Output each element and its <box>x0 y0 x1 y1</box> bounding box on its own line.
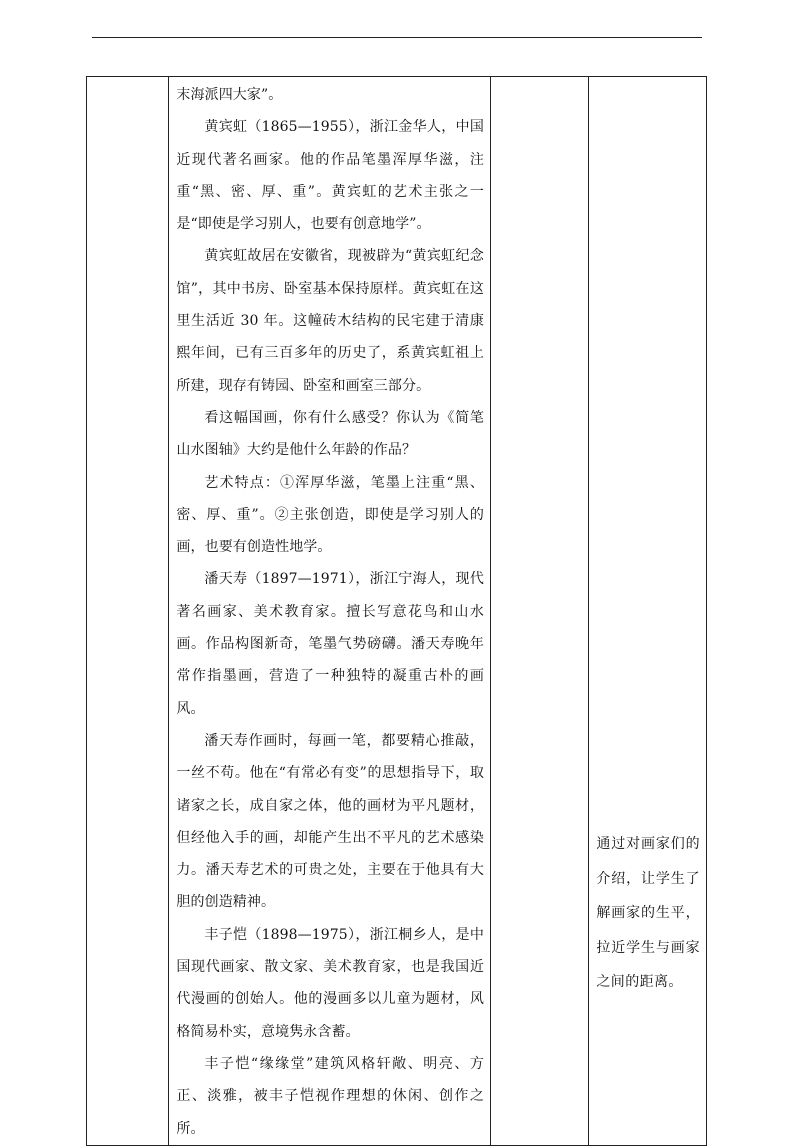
student-activity-cell <box>490 77 588 1146</box>
paragraph: 黄宾虹故居在安徽省，现被辟为“黄宾虹纪念馆”，其中书房、卧室基本保持原样。黄宾虹在这里生活近 30 年。这幢砖木结构的民宅建于清康熙年间，已有三百多年的历史了，系黄宾虹祖上所建，现存有铸园、卧室和画室三部分。 <box>176 248 484 394</box>
stage-cell <box>87 77 169 1146</box>
paragraph: 丰子恺（1898—1975），浙江桐乡人，是中国现代画家、散文家、美术教育家，也是我国近代漫画的创始人。他的漫画多以儿童为题材，风格简易朴实，意境隽永含蓄。 <box>176 926 484 1040</box>
paragraph: 艺术特点：①浑厚华滋，笔墨上注重“黑、密、厚、重”。②主张创造，即使是学习别人的画，也要有创造性地学。 <box>176 474 484 556</box>
design-intent-cell <box>589 77 707 1146</box>
paragraph: 看这幅国画，你有什么感受？你认为《简笔山水图轴》大约是他什么年龄的作品？ <box>176 409 484 459</box>
paragraph: 末海派四大家”。 <box>176 87 283 103</box>
paragraph: 黄宾虹（1865—1955），浙江金华人，中国近现代著名画家。他的作品笔墨浑厚华滋，注重“黑、密、厚、重”。黄宾虹的艺术主张之一是“即使是学习别人，也要有创意地学”。 <box>176 119 484 233</box>
content-cell <box>169 77 491 1146</box>
paragraph: 潘天寿作画时，每画一笔，都要精心推敲，一丝不苟。他在“有常必有变”的思想指导下，取诸家之长，成自家之体，他的画材为平凡题材，但经他入手的画，却能产生出不平凡的艺术感染力。潘天寿艺术的可贵之处，主要在于他具有大胆的创造精神。 <box>176 732 484 911</box>
table-row <box>87 77 707 1146</box>
header-rule <box>92 37 702 38</box>
lesson-table <box>86 76 707 1146</box>
paragraph: 潘天寿（1897—1971），浙江宁海人，现代著名画家、美术教育家。擅长写意花鸟和山水画。作品构图新奇，笔墨气势磅礴。潘天寿晚年常作指墨画，营造了一种独特的凝重古朴的画风。 <box>176 571 484 717</box>
design-note: 通过对画家们的介绍，让学生了解画家的生平，拉近学生与画家之间的距离。 <box>596 836 700 990</box>
paragraph: 丰子恺“缘缘堂”建筑风格轩敞、明亮、方正、淡雅，被丰子恺视作理想的休闲、创作之所。 <box>176 1055 484 1137</box>
